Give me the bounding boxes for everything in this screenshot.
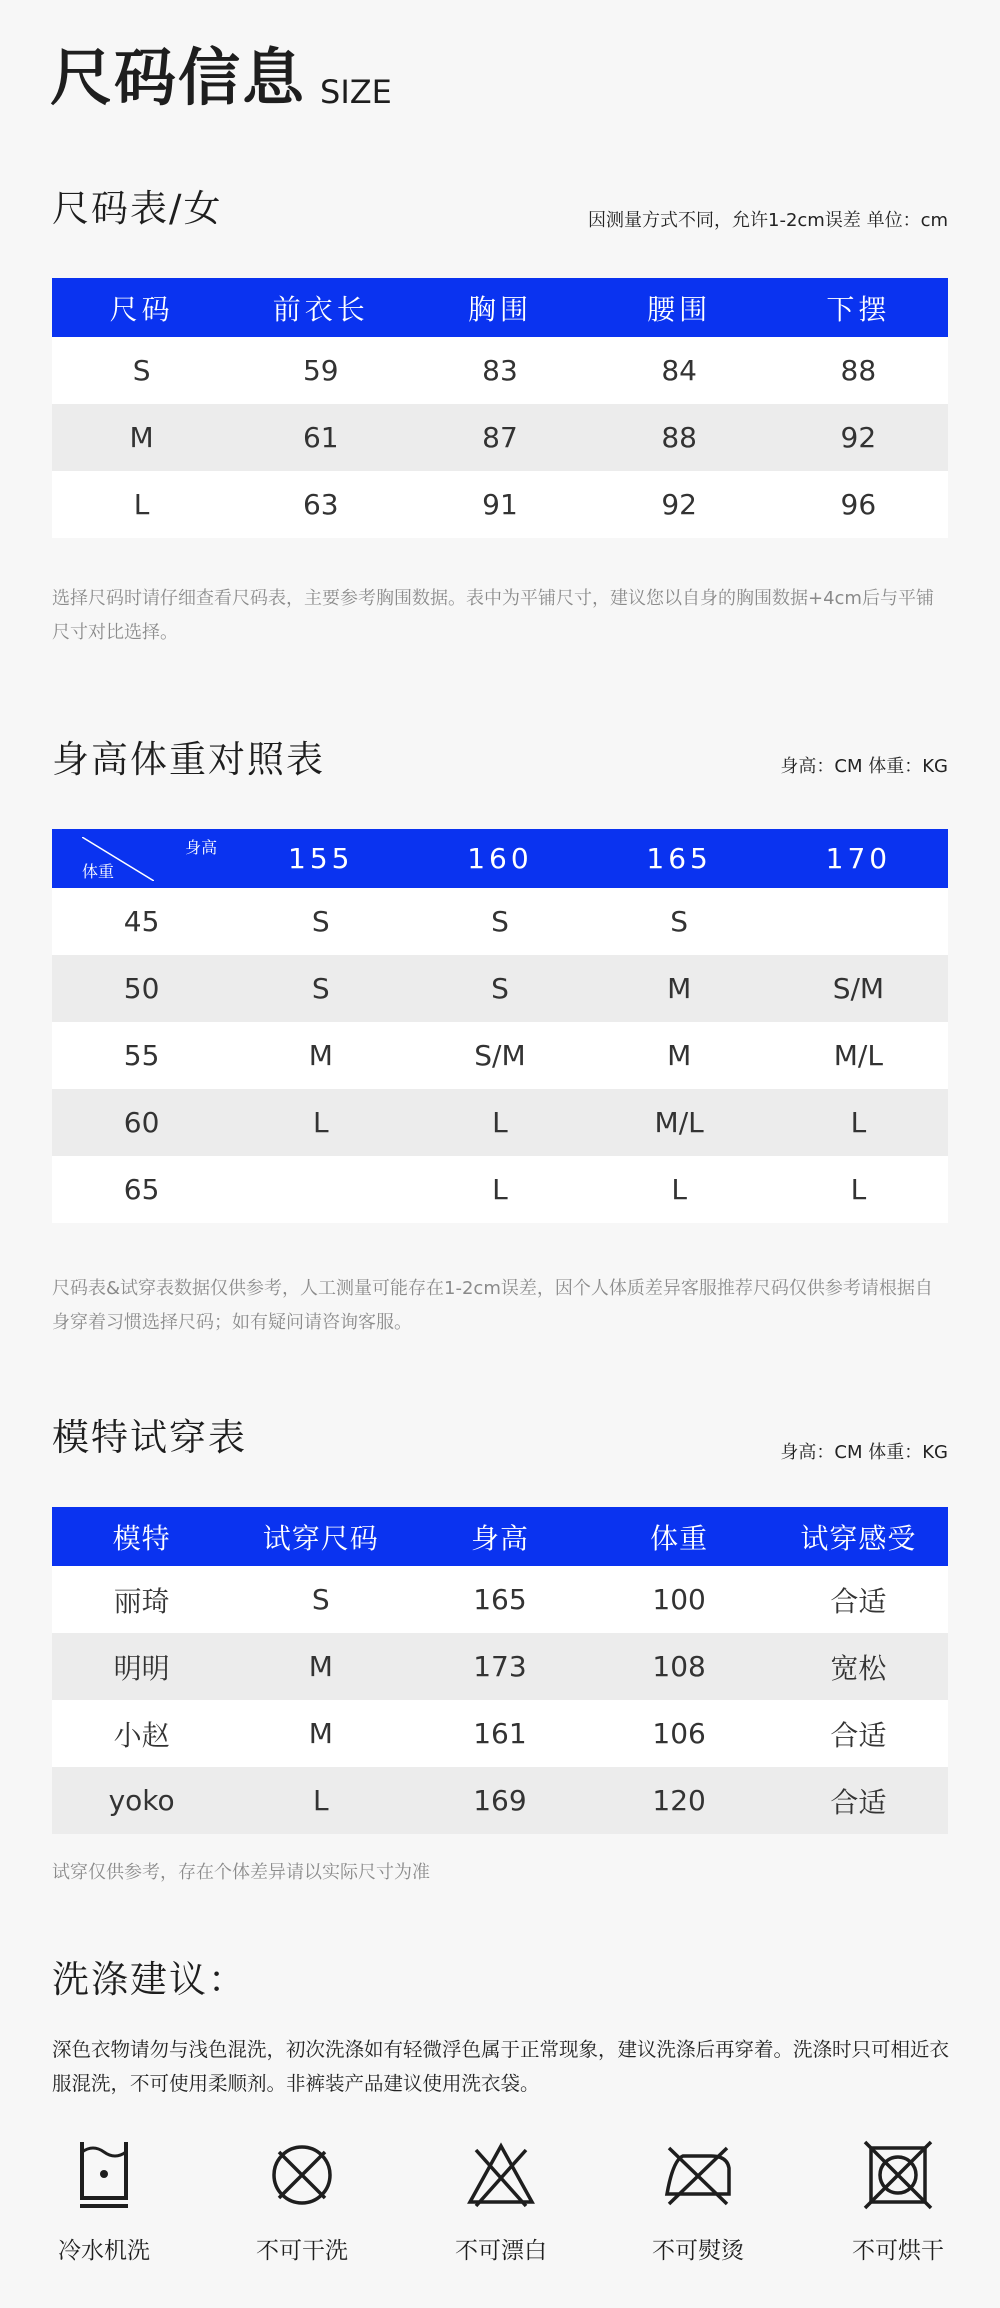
table-cell: S	[231, 888, 410, 955]
table-row	[52, 1022, 948, 1089]
care-item	[34, 2138, 174, 2265]
corner-weight-label: 体重	[82, 862, 115, 881]
table-cell: 合适	[769, 1767, 948, 1834]
care-icons-row	[52, 2138, 950, 2264]
table-cell: 84	[590, 337, 769, 404]
table-cell: 合适	[769, 1700, 948, 1767]
table-cell: 丽琦	[52, 1566, 231, 1633]
table-cell: 161	[410, 1700, 589, 1767]
column-header: 胸围	[410, 278, 589, 337]
table-cell: 合适	[769, 1566, 948, 1633]
care-item	[828, 2138, 968, 2265]
column-header: 身高	[410, 1507, 589, 1566]
table-cell: L	[410, 1156, 589, 1223]
table-cell: 92	[769, 404, 948, 471]
page-title: 尺码信息	[50, 41, 307, 114]
table-cell: M/L	[769, 1022, 948, 1089]
model-table-unit-note: 身高：CM 体重：KG	[780, 1442, 948, 1463]
table-cell: L	[590, 1156, 769, 1223]
care-label: 冷水机洗	[58, 2238, 150, 2264]
table-cell: 87	[410, 404, 589, 471]
column-header: 腰围	[590, 278, 769, 337]
table-row	[52, 1767, 948, 1834]
table-cell: 165	[410, 1566, 589, 1633]
no-dry-clean-icon	[265, 2138, 339, 2212]
table-row	[52, 955, 948, 1022]
size-table	[52, 278, 948, 538]
column-header: 前衣长	[231, 278, 410, 337]
table-cell: 小赵	[52, 1700, 231, 1767]
table-row	[52, 1633, 948, 1700]
no-iron-icon	[661, 2138, 735, 2212]
table-row	[52, 1156, 948, 1223]
table-cell	[231, 1156, 410, 1223]
table-cell: M/L	[590, 1089, 769, 1156]
care-item	[628, 2138, 768, 2265]
table-cell: L	[769, 1156, 948, 1223]
care-title: 洗涤建议：	[52, 1958, 247, 2001]
column-header: 体重	[590, 1507, 769, 1566]
table-cell: 65	[52, 1156, 231, 1223]
column-header: 尺码	[52, 278, 231, 337]
table-cell	[769, 888, 948, 955]
table-row	[52, 471, 948, 538]
table-cell: 55	[52, 1022, 231, 1089]
table-cell: 96	[769, 471, 948, 538]
table-cell: 108	[590, 1633, 769, 1700]
table-cell: S	[52, 337, 231, 404]
table-cell: S	[410, 955, 589, 1022]
corner-height-label: 身高	[185, 838, 218, 857]
column-header: 下摆	[769, 278, 948, 337]
height-weight-title: 身高体重对照表	[52, 738, 325, 781]
table-cell: 120	[590, 1767, 769, 1834]
care-label: 不可烘干	[852, 2238, 944, 2264]
column-header: 试穿尺码	[231, 1507, 410, 1566]
column-header: 模特	[52, 1507, 231, 1566]
care-item	[431, 2138, 571, 2265]
size-table-title: 尺码表/女	[52, 187, 223, 230]
size-table-footnote: 选择尺码时请仔细查看尺码表，主要参考胸围数据。表中为平铺尺寸，建议您以自身的胸围数据+4cm后与平铺尺寸对比选择。	[52, 588, 934, 643]
height-weight-table	[52, 829, 948, 1223]
table-cell: 63	[231, 471, 410, 538]
table-cell: M	[231, 1700, 410, 1767]
model-table-title: 模特试穿表	[52, 1416, 247, 1459]
care-label: 不可熨烫	[652, 2238, 744, 2264]
table-cell: L	[231, 1089, 410, 1156]
table-cell: M	[231, 1022, 410, 1089]
table-cell: 45	[52, 888, 231, 955]
table-cell: 83	[410, 337, 589, 404]
table-row	[52, 337, 948, 404]
table-row	[52, 1566, 948, 1633]
table-row	[52, 1700, 948, 1767]
table-cell: L	[52, 471, 231, 538]
column-header: 试穿感受	[769, 1507, 948, 1566]
table-cell: S	[590, 888, 769, 955]
table-cell: M	[52, 404, 231, 471]
table-cell: L	[231, 1767, 410, 1834]
column-header: 165	[590, 829, 769, 888]
size-table-header-row	[52, 278, 948, 337]
table-row	[52, 888, 948, 955]
table-cell: M	[590, 955, 769, 1022]
table-cell: S	[410, 888, 589, 955]
model-table-footnote: 试穿仅供参考，存在个体差异请以实际尺寸为准	[52, 1862, 430, 1883]
table-cell: 明明	[52, 1633, 231, 1700]
table-cell: L	[769, 1089, 948, 1156]
table-cell: S	[231, 1566, 410, 1633]
table-cell: L	[410, 1089, 589, 1156]
table-cell: M	[590, 1022, 769, 1089]
table-cell: yoko	[52, 1767, 231, 1834]
table-cell: 100	[590, 1566, 769, 1633]
cold-machine-wash-icon	[72, 2138, 136, 2212]
table-cell: S	[231, 955, 410, 1022]
table-cell: 173	[410, 1633, 589, 1700]
page-subtitle: SIZE	[320, 73, 392, 111]
care-item	[232, 2138, 372, 2265]
table-cell: 169	[410, 1767, 589, 1834]
table-cell: M	[231, 1633, 410, 1700]
table-cell: 59	[231, 337, 410, 404]
table-cell: S/M	[769, 955, 948, 1022]
table-cell: 91	[410, 471, 589, 538]
table-cell: 88	[769, 337, 948, 404]
height-weight-footnote: 尺码表&试穿表数据仅供参考，人工测量可能存在1-2cm误差，因个人体质差异客服推荐尺码仅供参考请根据自身穿着习惯选择尺码；如有疑问请咨询客服。	[52, 1278, 933, 1333]
column-header: 155	[231, 829, 410, 888]
table-cell: S/M	[410, 1022, 589, 1089]
table-cell: 61	[231, 404, 410, 471]
table-cell: 106	[590, 1700, 769, 1767]
care-label: 不可干洗	[256, 2238, 348, 2264]
table-cell: 92	[590, 471, 769, 538]
table-cell: 50	[52, 955, 231, 1022]
table-cell: 88	[590, 404, 769, 471]
column-header: 160	[410, 829, 589, 888]
column-header: 170	[769, 829, 948, 888]
model-table	[52, 1507, 948, 1834]
care-label: 不可漂白	[455, 2238, 547, 2264]
height-weight-header-row	[52, 829, 948, 888]
size-table-unit-note: 因测量方式不同，允许1-2cm误差 单位：cm	[588, 210, 948, 231]
corner-header	[52, 829, 231, 888]
table-row	[52, 404, 948, 471]
care-text: 深色衣物请勿与浅色混洗，初次洗涤如有轻微浮色属于正常现象，建议洗涤后再穿着。洗涤时只可相近衣服混洗，不可使用柔顺剂。非裤装产品建议使用洗衣袋。	[52, 2038, 950, 2095]
table-row	[52, 1089, 948, 1156]
table-cell: 宽松	[769, 1633, 948, 1700]
no-tumble-dry-icon	[861, 2138, 935, 2212]
model-table-header-row	[52, 1507, 948, 1566]
no-bleach-icon	[464, 2138, 538, 2212]
table-cell: 60	[52, 1089, 231, 1156]
height-weight-unit-note: 身高：CM 体重：KG	[780, 756, 948, 777]
